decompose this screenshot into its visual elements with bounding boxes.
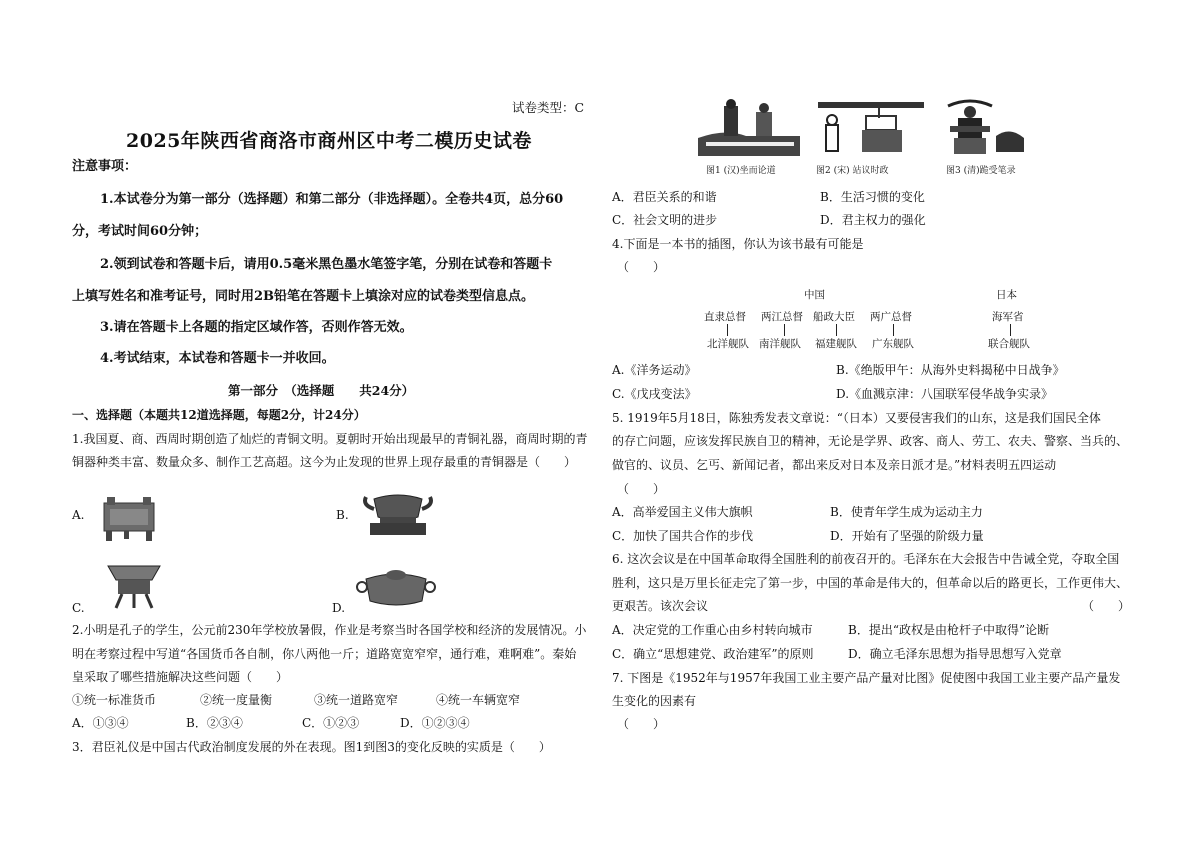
figure-1-caption: 图1 (汉)坐而论道 [706,166,776,176]
q5-line-2: 的存亡问题，应该发挥民族自卫的精神，无论是学界、政客、商人、劳工、农夫、警察、当兵的、 [612,434,1129,448]
q4-option-d: D.《血溅京津：八国联军侵华战争实录》 [836,387,1054,401]
q6-option-b: B．提出“政权是由枪杆子中取得”论断 [848,623,1050,637]
figure-2-image [818,102,924,160]
diagram-japan-label: 日本 [996,289,1017,301]
diagram-connector [836,324,837,336]
diagram-connector [1010,324,1011,336]
notice-line-6: 4.考试结束，本试卷和答题卡一并收回。 [100,351,335,366]
notice-line-3: 2.领到试卷和答题卡后，请用0.5毫米黑色墨水笔签字笔，分别在试卷和答题卡 [100,257,553,272]
page-title: 2025年陕西省商洛市商州区中考二模历史试卷 [126,130,532,152]
q1-option-c-label: C. [72,601,85,615]
q6-line-1: 6. 这次会议是在中国革命取得全国胜利的前夜召开的。毛泽东在大会报告中告诫全党，夺取全国 [612,552,1120,566]
q3-option-c: C．社会文明的进步 [612,213,718,227]
q2-item-1: ①统一标准货币 [72,693,157,707]
q2-option-a: A．①③④ [72,716,129,730]
notice-line-1: 1.本试卷分为第一部分（选择题）和第二部分（非选择题）。全卷共4页，总分60 [100,192,564,207]
bronze-ding-image [98,495,160,543]
q1-line-1: 1.我国夏、商、西周时期创造了灿烂的青铜文明。夏朝时开始出现最早的青铜礼器，商周时期的青 [72,432,588,446]
q6-option-d: D．确立毛泽东思想为指导思想写入党章 [848,647,1062,661]
q1-option-d-label: D. [332,601,346,615]
q4-blank: （ ） [617,260,666,274]
q2-line-3: 皇采取了哪些措施解决这些问题（ ） [72,670,289,684]
figure-3-caption: 图3 (清)跪受笔录 [946,166,1016,176]
q2-item-3: ③统一道路宽窄 [314,693,399,707]
q7-line-1: 7. 下图是《1952年与1957年我国工业主要产品产量对比图》促使图中我国工业主要产品产量发 [612,671,1121,685]
diagram-official-3: 船政大臣 [813,311,855,323]
q5-option-d: D．开始有了坚强的阶级力量 [830,529,984,543]
q6-option-c: C．确立“思想建党、政治建军”的原则 [612,647,814,661]
q4-option-c: C.《戊戌变法》 [612,387,697,401]
q7-line-2: 生变化的因素有 [612,694,697,708]
q2-line-1: 2.小明是孔子的学生，公元前230年学校放暑假，作业是考察当时各国学校和经济的发展情况。小 [72,623,587,637]
diagram-japan-fleet: 联合舰队 [988,338,1030,350]
diagram-official-4: 两广总督 [870,311,912,323]
diagram-connector [784,324,785,336]
q4-option-b: B.《绝版甲午：从海外史料揭秘中日战争》 [836,363,1065,377]
q4-option-a: A.《洋务运动》 [612,363,697,377]
figure-1-image [696,98,804,160]
q6-blank: （ ） [1082,599,1131,613]
q2-line-2: 明在考察过程中写道“各国货币各自制，你八两他一斤；道路宽宽窄窄，通行难，难啊难”。秦始 [72,647,577,661]
part1-heading: 第一部分 （选择题 共24分） [228,383,415,398]
q5-line-3: 做官的、议员、乞丐、新闻记者，都出来反对日本及亲日派才是。”材料表明五四运动 [612,458,1057,472]
q3-option-d: D．君主权力的强化 [820,213,926,227]
q4-stem: 4.下面是一本书的插图，你认为该书最有可能是 [612,237,864,251]
q2-item-4: ④统一车辆宽窄 [436,693,521,707]
q1-option-a-label: A. [72,508,85,522]
notice-line-2: 分，考试时间60分钟； [72,224,208,239]
q3-option-a: A．君臣关系的和谐 [612,190,717,204]
q1-option-b-label: B. [336,508,349,522]
diagram-official-2: 两江总督 [761,311,803,323]
q3-option-b: B．生活习惯的变化 [820,190,925,204]
figure-2-caption: 图2 (宋) 站议时政 [816,166,889,176]
notice-heading: 注意事项： [72,159,138,174]
bronze-jia-image [104,560,164,610]
q1-line-2: 铜器种类丰富、数量众多、制作工艺高超。这今为止发现的世界上现存最重的青铜器是（ ） [72,455,577,469]
diagram-china-label: 中国 [804,289,825,301]
figure-3-image [940,96,1030,158]
diagram-official-1: 直隶总督 [704,311,746,323]
bronze-gui-image [360,487,436,539]
section-heading: 一、选择题（本题共12道选择题，每题2分，计24分） [72,408,366,422]
diagram-fleet-3: 福建舰队 [815,338,857,350]
diagram-fleet-2: 南洋舰队 [759,338,801,350]
notice-line-4: 上填写姓名和准考证号，同时用2B铅笔在答题卡上填涂对应的试卷类型信息点。 [72,289,535,304]
q6-line-2: 胜利，这只是万里长征走完了第一步，中国的革命是伟大的，但革命以后的路更长，工作更伟大、 [612,576,1129,590]
diagram-fleet-1: 北洋舰队 [707,338,749,350]
diagram-connector [893,324,894,336]
q2-option-c: C．①②③ [302,716,360,730]
q5-option-a: A．高举爱国主义伟大旗帜 [612,505,753,519]
q7-blank: （ ） [617,717,666,731]
diagram-fleet-4: 广东舰队 [872,338,914,350]
q3-stem: 3．君臣礼仪是中国古代政治制度发展的外在表现。图1到图3的变化反映的实质是（ ） [72,740,551,754]
q2-option-b: B．②③④ [186,716,243,730]
q5-option-c: C．加快了国共合作的步伐 [612,529,754,543]
diagram-connector [727,324,728,336]
q5-line-1: 5. 1919年5月18日，陈独秀发表文章说：“（日本）又要侵害我们的山东，这是我们国民全体 [612,411,1101,425]
q6-option-a: A．决定党的工作重心由乡村转向城市 [612,623,813,637]
q6-line-3: 更艰苦。该次会议 [612,599,709,613]
notice-line-5: 3.请在答题卡上各题的指定区域作答，否则作答无效。 [100,320,413,335]
q5-option-b: B．使青年学生成为运动主力 [830,505,983,519]
q2-option-d: D．①②③④ [400,716,470,730]
q2-item-2: ②统一度量衡 [200,693,273,707]
q5-blank: （ ） [617,482,666,496]
paper-type: 试卷类型：C [512,100,585,115]
bronze-vessel-image [356,565,436,611]
diagram-japan-official: 海军省 [992,311,1024,323]
